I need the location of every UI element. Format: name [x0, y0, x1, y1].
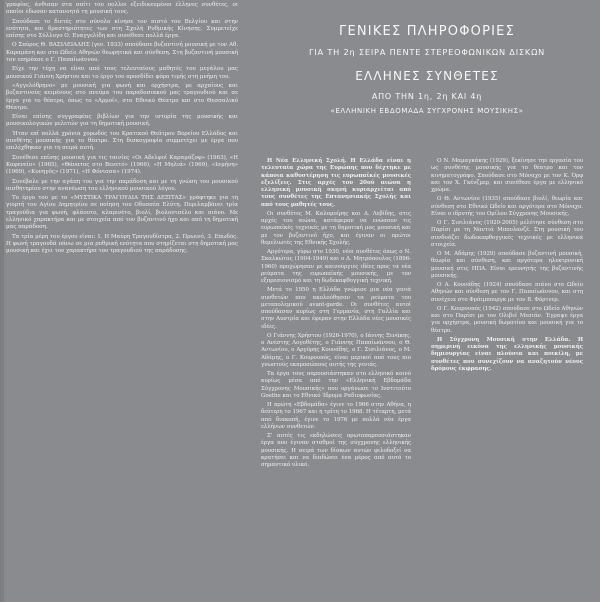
middle-paragraph: Οι συνθέτες Μ. Καλομοίρης και Δ. Λεβίδης, στις αρχές του αιώνα, κατάφεραν να ενώσουν τις ευρωπαϊκές τεχνικές με τη δημοτική μας μουσική και με τον βυζαντινό ήχο, και έγιναν οι πρώτοι θεμελιωτές της Εθνικής Σχολής. [261, 210, 411, 246]
page-heading [268, 22, 586, 115]
left-text-column [6, 2, 238, 258]
right-paragraph: Ο Θ. Αντωνίου (1935) σπούδασε βιολί, θεωρία και σύνθεση στο Εθνικό Ωδείο και αργότερα στο Μόναχο. Είναι ο ιδρυτής του Ομίλου Σύγχρονης Μουσικής. [431, 196, 583, 217]
left-paragraph: Σπούδασε το διετές στο σύνολο κίνησε τον πιστό του Βελγίου και στην ενότητα, και δραστηριότητες των στη Σχολή Ρυθμικής Κίνησης. Συμμετείχε επίσης στο Σύλλογο Ο. Ευαγγελίδη και συνέθεσε πολλά έργα. [6, 18, 238, 40]
right-paragraph: Ο Γ. Κουρουπός (1942) σπούδασε στο Ωδείο Αθηνών και στο Παρίσι με τον Ολιβιέ Μεσιάν. Έγραψε έργα για ορχήστρα, μουσική δωματίου και μουσική για το θέατρο. [431, 305, 583, 334]
middle-paragraph: Η πρώτη «Εβδομάδα» έγινε το 1966 στην Αθήνα, η δεύτερη το 1967 και η τρίτη το 1968. Η τέταρτη, μετά από διακοπή, έγινε το 1976 με πολλά νέα έργα ελλήνων συνθετών. [261, 402, 411, 430]
left-paragraph: Ήταν επί πολλά χρόνια χορωδός του Κρατικού Θεάτρου Βορείου Ελλάδος και συνθέτης μουσικής για το θέατρο. Στη δισκογραφία συμμετέχει με έργα που επιλέχθηκαν για τη σειρά αυτή. [6, 130, 238, 152]
left-paragraph: Ο Σπύρος Θ. ΒΑΣΙΛΕΙΑΔΗΣ (γεν. 1933) σπούδασε βυζαντινή μουσική με τον Αθ. Καραμάνη και στο Ωδείο Αθηνών θεωρητικά και σύνθεση. Στη βυζαντινή μουσική τον επηρέασε ο Γ. Παπαϊωάννου. [6, 42, 238, 64]
left-paragraph: Είχε την τύχη να είναι από τους τελευταίους μαθητές του μεγάλου μας μουσικού Γιάννη Χρήστου και το έργο του προσδίδει φόρο τιμής στη μνήμη του. [6, 66, 238, 80]
right-text-column [431, 158, 583, 375]
left-paragraph: Τα τρία μέρη του έργου είναι: 1. Η Μαύρη Τραγουδίστρα, 2. Πρωινό, 3. Επωδός. Η φωνή τραγουδά πάνω σε μια ρυθμική ενότητα που στηρίζεται στη δημοτική μας μουσική και έχει τον χαρακτήρα του τραγουδιού της παράδοσης. [6, 233, 238, 255]
right-paragraph: Ο Ν. Μαμαγκάκης (1929), ξεκίνησε την εργασία του ως συνθέτης μουσικής για το θέατρο και τον κινηματογράφο. Σπούδασε στο Μόναχο με τον Κ. Όρφ και τον Χ. Γκένζμερ, και συνέθεσε έργα με ελληνικό χρώμα. [431, 158, 583, 193]
left-paragraph: Το έργο του με το «ΜΥΣΤΙΚΑ ΤΡΑΓΟΥΔΙΑ ΤΗΣ ΔΕΞΙΤΑΣ» γράφτηκε για τη γιορτή του Αγίου Δημητρίου σε ποίηση του Οδυσσέα Ελύτη. Περιλαμβάνει τρία τραγούδια για φωνή, φλάουτο, κλαρινέτο, βιολί, βιολοντσέλο και πιάνο. Με ελληνικό χαρακτήρα και με στοιχεία από τον βυζαντινό ήχο και από τη δημοτική μας παράδοση. [6, 195, 238, 231]
middle-paragraph: Σ' αυτές τις εκδηλώσεις πρωτοπαρουσιάστηκαν έργα που έγιναν σταθμοί της σύγχρονης ελληνικής μουσικής. Η σειρά των δίσκων αυτών φιλοδοξεί να κρατήσει και να διαδώσει ένα μέρος από αυτό το σημαντικό υλικό. [261, 433, 411, 468]
left-paragraph: γραφίας, άνθισαν στα σπίτι του πολλοι εξειδικευμένοι έλληνες συνθέτες, οι οποίοι έδωσαν κατανοητά τη μουσική τους. [6, 2, 238, 16]
middle-paragraph: Τα έργα τους παρουσιάστηκαν στο ελληνικό κοινό κυρίως μέσα από την «Ελληνική Εβδομάδα Σύγχρονης Μουσικής» που οργάνωσε το Ινστιτούτο Goethe και το Εθνικό Ίδρυμα Ραδιοφωνίας. [261, 371, 411, 399]
left-paragraph: Συνέβαλε με την αγάπη του για την παράδοση και με τη γνώση του μουσικού αισθητηρίου στην ανανέωση του ελληνικού μουσικού λόγου. [6, 178, 238, 192]
left-paragraph: Είναι επίσης συγγραφέας βιβλίων για την ιστορία της μουσικής και μουσικολογικών μελετών για τη δημοτική μουσική. [6, 114, 238, 128]
middle-paragraph: Ο Γιάννης Χρήστου (1926-1970), ο Ιάννης Ξενάκης, ο Ανέστης Λογοθέτης, ο Γιάννης Παπαϊωάννου, ο Θ. Αντωνίου, ο Αργύρης Κουνάδης, ο Γ. Σισιλιάνος, ο Μ. Αδάμης, ο Γ. Κουρουπός, είναι μερικοί από τους πιο γνωστούς εκπροσώπους αυτής της γενιάς. [261, 332, 411, 368]
right-paragraph: Η Σύγχρονη Μουσική στην Ελλάδα. Η σημερινή εικόνα της ελληνικής μουσικής δημιουργίας είναι πλούσια και ποικίλη, με συνθέτες που συνεχίζουν να αναζητούν νέους δρόμους έκφρασης. [431, 336, 583, 372]
middle-paragraph: Αργότερα, γύρω στο 1930, νέοι συνθέτες όπως ο Ν. Σκαλκώτας (1904-1949) και ο Δ. Μητρόπουλος (1896-1960) προχώρησαν με καινούργιες ιδέες προς τα νέα ρεύματα της ευρωπαϊκής μουσικής, με τον εξπρεσιονισμό και τη δωδεκαφθογγική τεχνική. [261, 249, 411, 284]
page-subtitle: ΓΙΑ ΤΗ 2η ΣΕΙΡΑ ΠΕΝΤΕ ΣΤΕΡΕΟΦΩΝΙΚΩΝ ΔΙΣΚΩΝ [308, 47, 546, 57]
middle-paragraph: Η Νέα Ελληνική Σχολή. Η Ελλάδα είναι η τελευταία χώρα της Ευρώπης που δέχτηκε με κάποια καθυστέρηση τις ευρωπαϊκές μουσικές εξελίξεις. Στις αρχές του 20ού αιώνα η ελληνική μουσική σκηνή κυριαρχείται από τους συνθέτες της Επτανησιακής Σχολής και από τους μαθητές τους. [261, 158, 411, 208]
right-paragraph: Ο Γ. Σισιλιάνος (1920-2005) μελέτησε σύνθεση στο Παρίσι με τη Ναντιά Μπουλανζέ. Στη μουσική του συνδυάζει δωδεκαφθογγικές τεχνικές με ελληνικά στοιχεία. [431, 220, 583, 248]
right-paragraph: Ο Α. Κουνάδης (1924) σπούδασε πιάνο στο Ωδείο Αθηνών και σύνθεση με τον Γ. Παπαϊωάννου, και στη συνέχεια στο Φράιμπουργκ με τον Β. Φόρτνερ. [431, 282, 583, 303]
left-paragraph: «Αγγελόθρηνο» με μουσική για φωνή και ορχήστρα, με αρχαίους και βυζαντινούς κειμένους στο πνεύμα του παραδοσιακού μας τραγουδιού και σε έργα για το θέατρο, όπως το «Αρμοί», στο Εθνικό Θέατρο και στο Θεσσαλικό Θέατρο. [6, 82, 238, 111]
middle-text-column [261, 158, 411, 471]
right-paragraph: Ο Μ. Αδάμης (1929) σπούδασε βυζαντινή μουσική, θεωρία και σύνθεση, και αργότερα ηλεκτρονική μουσική στις ΗΠΑ. Είναι ερευνητής της βυζαντινής μουσικής. [431, 251, 583, 279]
section-title: ΕΛΛΗΝΕΣ ΣΥΝΘΕΤΕΣ [355, 69, 499, 83]
section-caption: «ΕΛΛΗΝΙΚΗ ΕΒΔΟΜΑΔΑ ΣΥΓΧΡΟΝΗΣ ΜΟΥΣΙΚΗΣ» [330, 107, 524, 115]
middle-paragraph: Μετά το 1950 η Ελλάδα γνώρισε μια νέα γενιά συνθετών που ακολούθησαν τα ρεύματα του μεταπολεμικού avant-garde. Οι συνθέτες αυτοί σπούδασαν κυρίως στη Γερμανία, στη Γαλλία και στην Αυστρία και έφεραν στην Ελλάδα νέες μουσικές ιδέες. [261, 287, 411, 330]
section-subtitle: ΑΠΟ ΤΗΝ 1η, 2η ΚΑΙ 4η [371, 92, 483, 101]
page-gutter [0, 0, 4, 602]
page-title: ΓΕΝΙΚΕΣ ΠΛΗΡΟΦΟΡΙΕΣ [339, 24, 515, 39]
left-paragraph: Συνέθεσε επίσης μουσική για τις ταινίες «Οι Αδελφοί Καραμάζοφ» (1963), «Η Καφενείο» (1965), «Θάνατος στο Βενετό» (1966), «Η Μηλιά» (1969), «Ισμήνη» (1969), «Κυνηγός» (1971), «Η Φόνισσα» (1974). [6, 154, 238, 176]
